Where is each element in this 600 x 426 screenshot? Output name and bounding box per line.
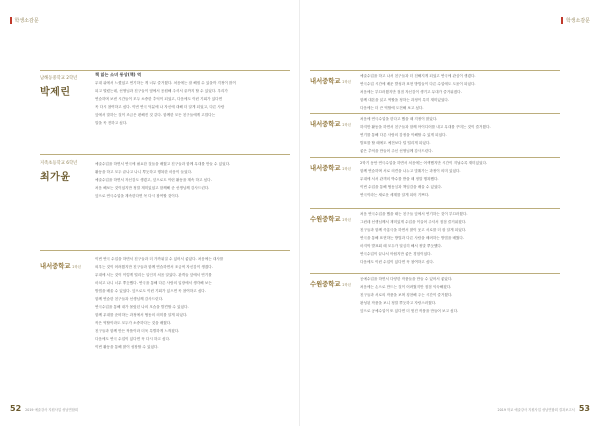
right-footer [498,404,590,413]
comment-line: 다음에도 연극 수업이 있다면 꼭 다시 하고 싶다. [95,337,171,341]
school-name: 내서중학교 [310,121,341,128]
comment-line: 꼭 다시 참여하고 싶다. 이번 연극 덕분에 나 자신에 대해 더 알게 되었고, 다른 사람 [95,105,225,109]
school-label [310,214,351,223]
student-comment-r5 [360,275,590,315]
school-grade: 2학년 [342,123,351,127]
comment-line: 2학기 동안 연극수업을 하면서 처음에는 어색했지만 시간이 지날수록 재미있었다. [360,161,488,165]
comment-line: 함께 무대를 준비하는 과정에서 협동의 의미를 알게 되었다. [95,313,188,317]
footer-text: 2019 학교 예술강사 지원사업 성남연합회 결과보고서 [497,408,575,412]
student-comment-r4 [360,210,590,266]
comment-line: 처음에는 부끄러웠지만 점점 자신감이 생기고 무대가 즐거워졌다. [360,90,462,94]
school-name: 내서중학교 [310,165,341,172]
comment-line: 발표를 할 때에도 예전보다 덜 떨리게 되었다. [360,141,431,145]
comment-line: 함께 연습하며 서로 의견을 나누고 맞춰가는 과정이 의미 있었다. [360,169,461,173]
comment-line: 연극수업이 끝나서 아쉽지만 좋은 경험이었다. [360,252,432,256]
school-name: 내서중학교 [310,78,341,85]
school-label [310,119,351,128]
comment-line: 이번 수업을 통해 협동심과 책임감을 배울 수 있었다. [360,185,443,189]
student-school: 남해동중학교 2학년 [40,76,78,81]
left-header [10,17,39,24]
comment-line: 예술수업을 하면서 연극에 필요한 것들을 배웠고 친구들과 함께 무대를 만들 수 있었다. [95,162,231,166]
comment-line: 처음 연극수업을 했을 때는 친구들 앞에서 연기하는 것이 부끄러웠다. [360,212,468,216]
comment-line: 무대에 서는 것이 이렇게 떨리는 일인지 처음 알았다. 관객들 앞에서 연기를 [95,273,212,277]
comment-line: 앞에서 말하는 것이 조금은 편해진 것 같다. 함께한 모든 친구들에게 고맙다는 [95,113,216,117]
school-label [310,76,351,85]
comment-line: 무대 위에서 느꼈었고 연기하는 게 너무 즐거웠다. 처음에는 잘 해낼 수 있을까 걱정이 많이 [95,81,236,85]
section-divider [310,70,560,71]
school-name: 수원중학교 [310,216,341,223]
comment-line: 방법을 배울 수 있었다. 앞으로도 이런 기회가 있으면 꼭 참여하고 싶다. [95,289,206,293]
school-name: 내서중학교 [40,263,71,270]
comment-line: 이번 연극 수업을 하면서 친구들과 더 가까워질 수 있어서 좋았다. 처음에는 대사를 [95,257,224,261]
comment-line: 무대에 서서 관객의 박수를 받을 때 정말 행복했다. [360,177,439,181]
student-comment-r3 [360,159,590,199]
comment-title: 책 읽는 소녀 동상(책) 역 [95,72,142,77]
comment-line: 예술수업을 하고 나서 친구들과 더 친해지게 되었고 연극에 관심이 생겼다. [360,74,476,78]
school-label [310,163,351,172]
comment-line: 이번 활동을 통해 많이 성장할 수 있었다. [95,345,159,349]
right-header [561,17,590,24]
school-grade: 2학년 [72,265,81,269]
comment-line: 작은 역할이라도 모두가 소중하다는 것을 배웠다. [95,321,172,325]
student-name: 최가윤 [40,172,71,183]
section-divider [40,154,290,155]
comment-line: 외우는 것이 어려웠지만 친구들과 함께 연습하면서 조금씩 자신감이 생겼다. [95,265,213,269]
comment-line: 하지만 활동을 하면서 친구들과 함께 아이디어를 내고 무대를 꾸미는 것이 즐거웠다. [360,125,491,129]
student-comment-r1 [360,72,590,112]
comment-line: 연기를 통해 다른 사람의 감정을 이해할 수 있게 되었다. [360,133,447,137]
right-header-label: 학생소감문 [565,18,590,24]
student-comment-1 [95,71,290,127]
comment-line: 다음에는 더 큰 역할에 도전해 보고 싶다. [360,106,424,110]
page-number: 52 [10,404,22,413]
student-school: 지족초등학교 6학년 [40,161,78,166]
left-footer [10,404,78,413]
school-grade: 2학년 [342,80,351,84]
student-comment-2 [95,160,290,200]
comment-line: 연극을 통해 표현하는 방법과 다른 사람을 배려하는 방법을 배웠다. [360,236,465,240]
comment-line: 함께 대본을 읽고 역할을 정하는 과정이 특히 재미있었다. [360,98,449,102]
comment-line: 좋은 추억을 만들어 주신 선생님께 감사드린다. [360,149,433,153]
comment-line: 연극이라는 새로운 세계를 알게 되어 기쁘다. [360,193,430,197]
comment-line: 처음에는 손으로 만드는 것이 어려웠지만 점점 익숙해졌다. [360,285,452,289]
header-accent-bar [561,17,563,24]
right-page [300,0,600,426]
student-name: 박제린 [40,87,71,98]
comment-line: 앞으로 공예수업이 또 있다면 더 멋진 작품을 만들어 보고 싶다. [360,309,459,313]
student-comment-3 [95,255,290,351]
page-number: 53 [578,404,590,413]
student-profile-1 [40,75,100,98]
comment-line: 친구들과 서로의 작품을 보며 칭찬해 주는 시간이 즐거웠다. [360,293,453,297]
comment-line: 그런데 선생님께서 재미있게 수업을 이끌어 주셔서 점점 즐거워졌다. [360,220,467,224]
school-grade: 2학년 [342,218,351,222]
section-divider [310,273,560,274]
comment-line: 말을 꼭 전하고 싶다. [95,121,128,125]
school-grade: 2학년 [342,167,351,171]
section-divider [40,250,290,251]
comment-line: 함께 연습한 친구들과 선생님께 감사드린다. [95,297,164,301]
comment-line: 마치고 나니 너무 뿌듯했다. 연극을 통해 다른 사람의 입장에서 생각해 보는 [95,281,212,285]
comment-line: 친구들과 함께 즉흥극을 하면서 많이 웃고 서로를 더 잘 알게 되었다. [360,228,467,232]
school-label [310,279,351,288]
comment-line: 활동을 하고 모두 끝나고 나니 뿌듯하고 행복한 마음이 들었다. [95,170,193,174]
footer-text: 2019 예술강사 지원사업 성남연합회 [25,408,79,412]
comment-line: 다음에도 이런 수업이 있다면 꼭 참여하고 싶다. [360,260,434,264]
school-label [40,261,81,270]
comment-line: 완성된 작품을 보니 정말 뿌듯하고 자랑스러웠다. [360,301,437,305]
comment-line: 친구들과 함께 만든 작품이라 더욱 특별하게 느껴졌다. [95,329,180,333]
section-divider [310,157,560,158]
left-header-label: 학생소감문 [14,18,39,24]
comment-line: 되고 떨렸는데, 선생님과 친구들이 옆에서 응원해 주셔서 끝까지 할 수 있었다. 우리가 [95,89,228,93]
student-comment-r2 [360,115,590,155]
comment-line: 예술수업을 하면서 자신감도 생겼고, 앞으로도 이런 활동을 계속 하고 싶다. [95,178,212,182]
header-accent-bar [10,17,12,24]
comment-line: 연습하며 보낸 시간들이 모두 소중한 추억이 되었고, 다음에도 이런 기회가 있다면 [95,97,223,101]
school-name: 수원중학교 [310,281,341,288]
comment-line: 연극수업을 통해 내가 몰랐던 나의 모습을 발견할 수 있었다. [95,305,189,309]
comment-line: 마지막 발표회 때 모두가 열심히 해서 정말 뿌듯했다. [360,244,443,248]
section-divider [310,208,560,209]
comment-line: 연극수업 시간에 배운 발성과 표현 방법들이 다른 수업에도 도움이 되었다. [360,82,476,86]
comment-line: 처음 해보는 것이었지만 정말 재미있었고 함께해 준 선생님께 감사드린다. [95,186,210,190]
student-profile-2 [40,160,100,183]
comment-line: 처음에 연극수업을 한다고 했을 때 걱정이 많았다. [360,117,438,121]
comment-line: 공예수업을 하면서 다양한 작품들을 만들 수 있어서 좋았다. [360,277,453,281]
section-divider [310,113,560,114]
school-grade: 2학년 [342,283,351,287]
comment-line: 앞으로 연극수업을 계속한다면 꼭 다시 참여할 것이다. [95,194,180,198]
